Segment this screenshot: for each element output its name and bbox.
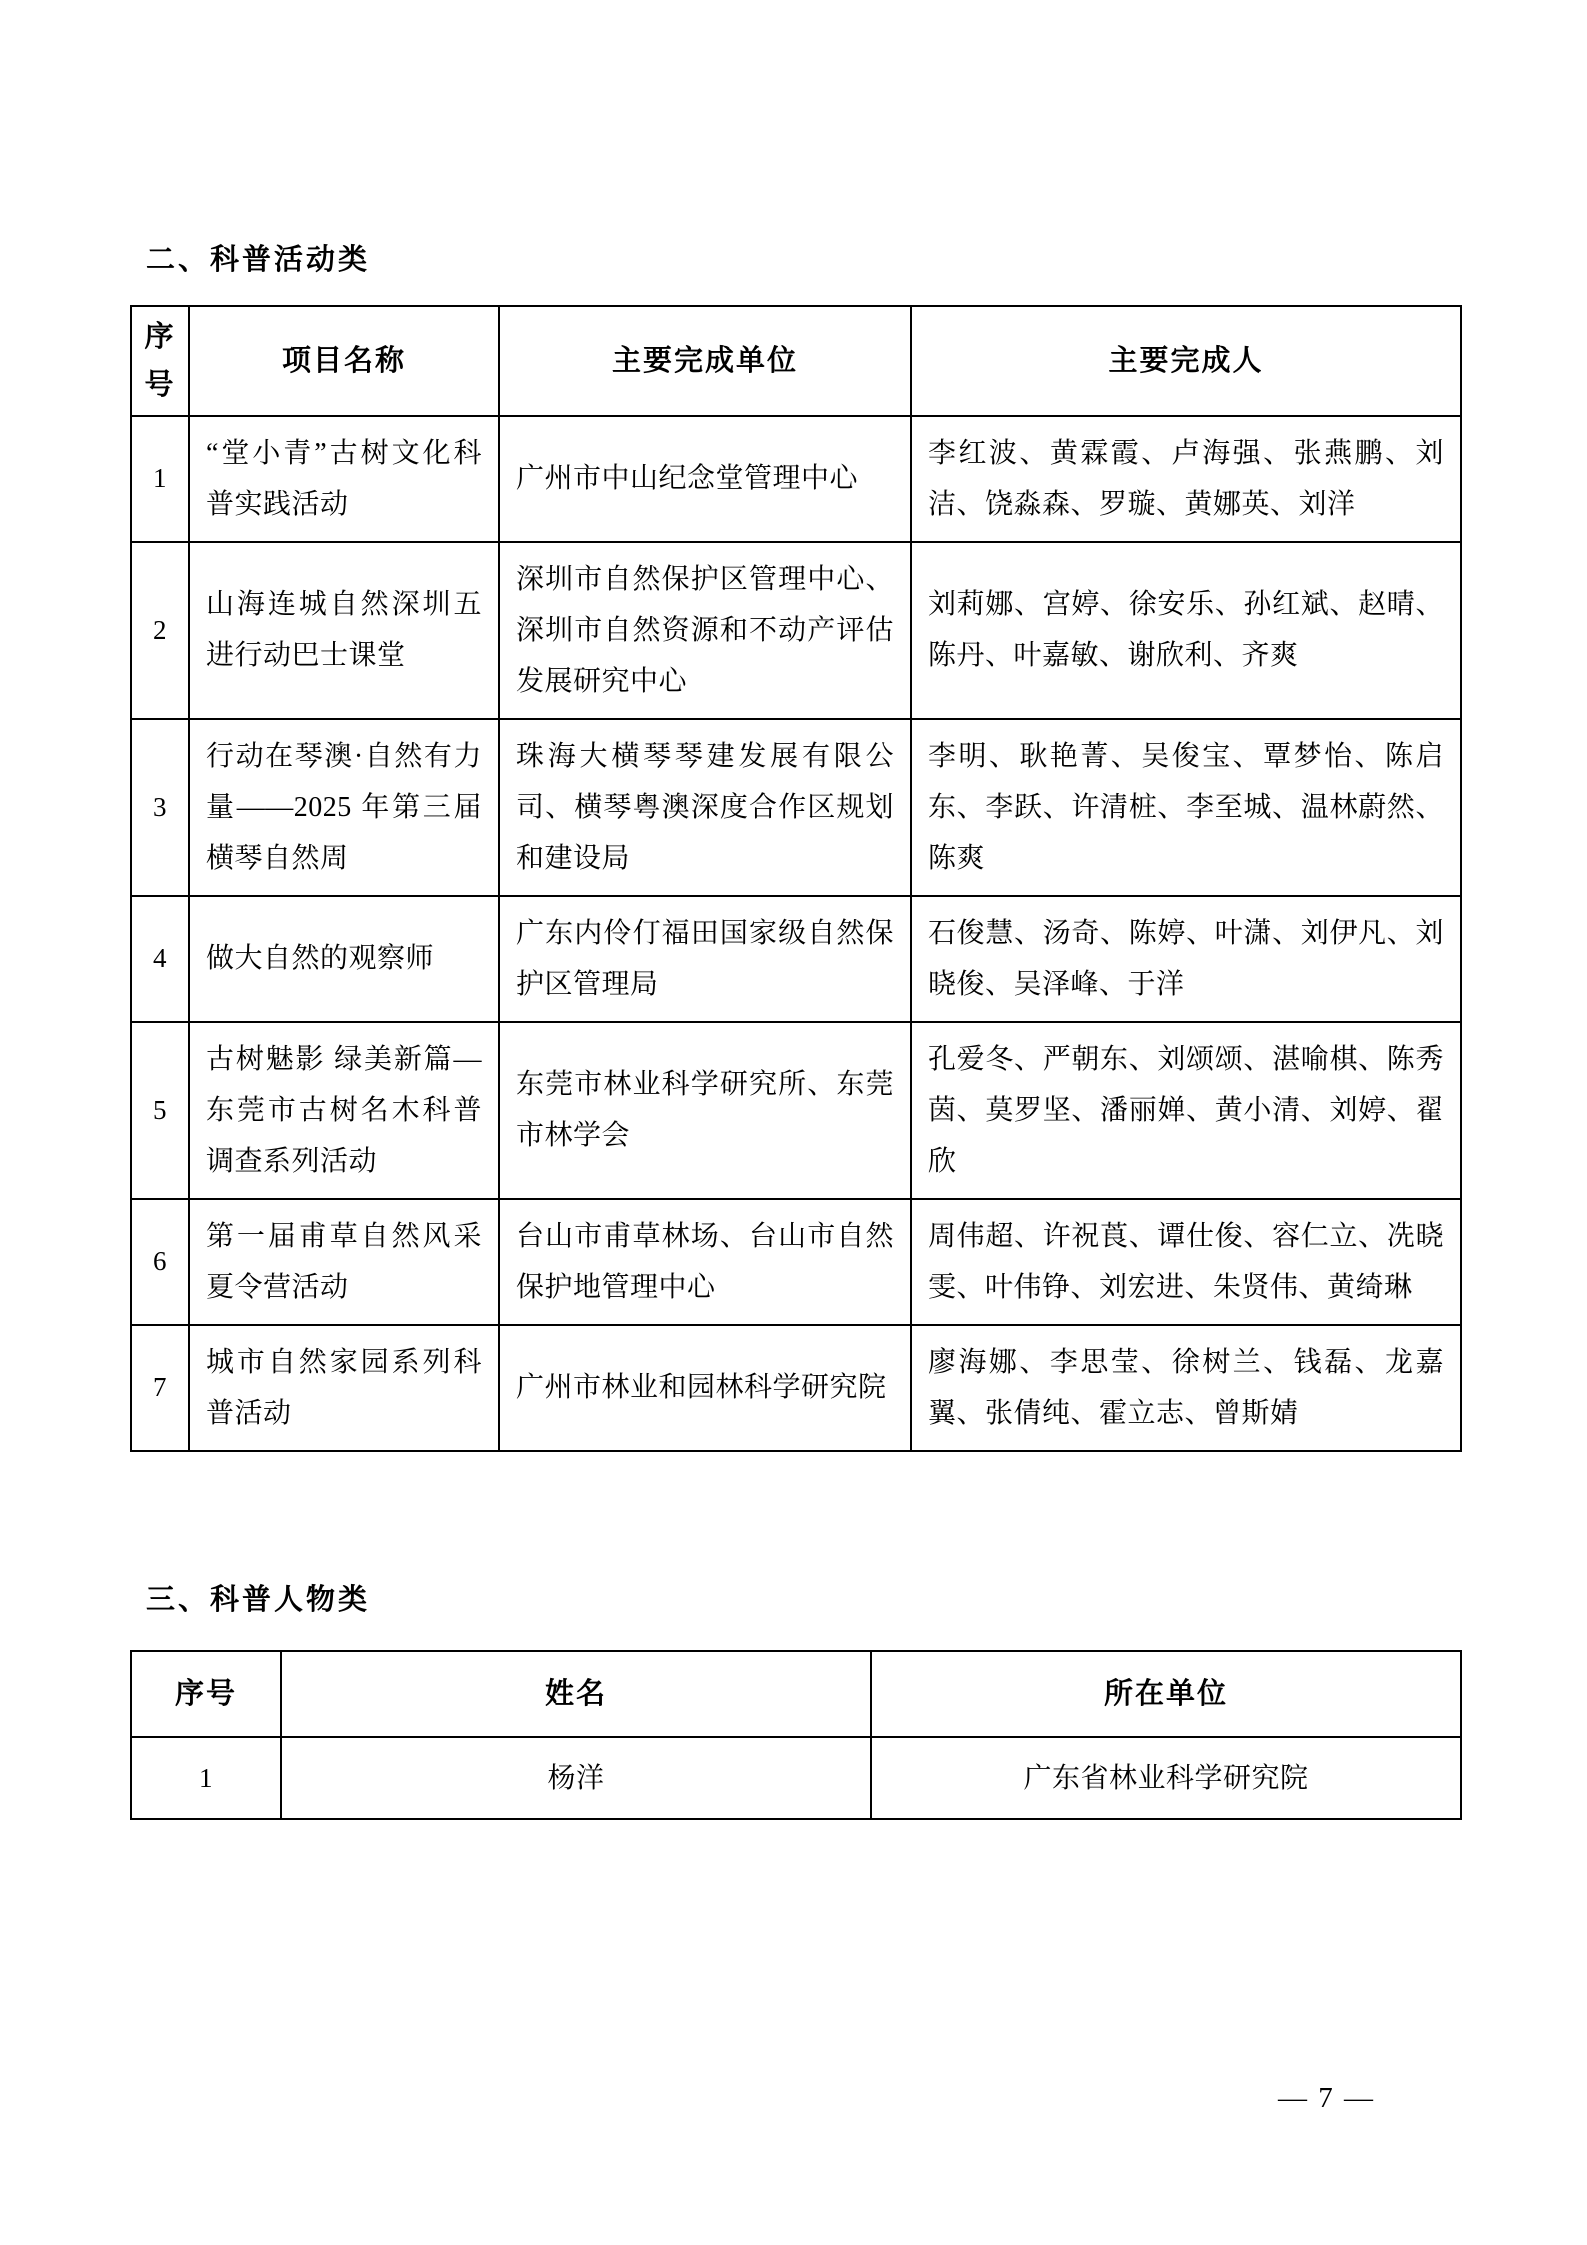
table-row (131, 416, 1461, 542)
completing-people: 孔爱冬、严朝东、刘颂颂、湛喻棋、陈秀茵、莫罗坚、潘丽婵、黄小清、刘婷、翟欣 (911, 1022, 1461, 1199)
completing-unit: 深圳市自然保护区管理中心、深圳市自然资源和不动产评估发展研究中心 (499, 542, 911, 719)
project-name: 行动在琴澳·自然有力量——2025 年第三届横琴自然周 (189, 719, 499, 896)
header-name: 姓名 (281, 1651, 871, 1737)
project-name: 城市自然家园系列科普活动 (189, 1325, 499, 1451)
header-people: 主要完成人 (911, 306, 1461, 416)
person-name: 杨洋 (281, 1737, 871, 1819)
completing-unit: 珠海大横琴琴建发展有限公司、横琴粤澳深度合作区规划和建设局 (499, 719, 911, 896)
row-no: 5 (131, 1022, 189, 1199)
person-unit: 广东省林业科学研究院 (871, 1737, 1461, 1819)
row-no: 1 (131, 1737, 281, 1819)
section-activities-title: 二、科普活动类 (146, 244, 371, 276)
completing-people: 周伟超、许祝莨、谭仕俊、容仁立、冼晓雯、叶伟铮、刘宏进、朱贤伟、黄绮琳 (911, 1199, 1461, 1325)
table-row (131, 1737, 1461, 1819)
header-no: 序号 (131, 1651, 281, 1737)
project-name: 古树魅影 绿美新篇—东莞市古树名木科普调查系列活动 (189, 1022, 499, 1199)
header-unit: 主要完成单位 (499, 306, 911, 416)
row-no: 2 (131, 542, 189, 719)
page-number: — 7 — (1278, 2082, 1375, 2114)
table-row (131, 1022, 1461, 1199)
header-project: 项目名称 (189, 306, 499, 416)
table-row (131, 896, 1461, 1022)
completing-unit: 东莞市林业科学研究所、东莞市林学会 (499, 1022, 911, 1199)
header-no: 序号 (131, 306, 189, 416)
project-name: 山海连城自然深圳五进行动巴士课堂 (189, 542, 499, 719)
project-name: 做大自然的观察师 (189, 896, 499, 1022)
project-name: “堂小青”古树文化科普实践活动 (189, 416, 499, 542)
completing-people: 廖海娜、李思莹、徐树兰、钱磊、龙嘉翼、张倩纯、霍立志、曾斯婧 (911, 1325, 1461, 1451)
completing-unit: 台山市甫草林场、台山市自然保护地管理中心 (499, 1199, 911, 1325)
project-name: 第一届甫草自然风采夏令营活动 (189, 1199, 499, 1325)
header-unit: 所在单位 (871, 1651, 1461, 1737)
completing-people: 石俊慧、汤奇、陈婷、叶潇、刘伊凡、刘晓俊、吴泽峰、于洋 (911, 896, 1461, 1022)
row-no: 3 (131, 719, 189, 896)
completing-unit: 广州市中山纪念堂管理中心 (499, 416, 911, 542)
row-no: 4 (131, 896, 189, 1022)
completing-unit: 广东内伶仃福田国家级自然保护区管理局 (499, 896, 911, 1022)
completing-people: 李明、耿艳菁、吴俊宝、覃梦怡、陈启东、李跃、许清桩、李至城、温林蔚然、陈爽 (911, 719, 1461, 896)
activities-header-row (131, 306, 1461, 416)
row-no: 7 (131, 1325, 189, 1451)
table-row (131, 1325, 1461, 1451)
activities-table (130, 305, 1462, 1452)
table-row (131, 542, 1461, 719)
completing-people: 李红波、黄霖霞、卢海强、张燕鹏、刘洁、饶淼森、罗璇、黄娜英、刘洋 (911, 416, 1461, 542)
row-no: 1 (131, 416, 189, 542)
table-row (131, 1199, 1461, 1325)
row-no: 6 (131, 1199, 189, 1325)
document-content (130, 240, 1460, 1820)
section-people-title: 三、科普人物类 (146, 1583, 371, 1616)
completing-unit: 广州市林业和园林科学研究院 (499, 1325, 911, 1451)
table-row (131, 719, 1461, 896)
people-table (130, 1650, 1462, 1820)
people-header-row (131, 1651, 1461, 1737)
completing-people: 刘莉娜、宫婷、徐安乐、孙红斌、赵晴、陈丹、叶嘉敏、谢欣利、齐爽 (911, 542, 1461, 719)
